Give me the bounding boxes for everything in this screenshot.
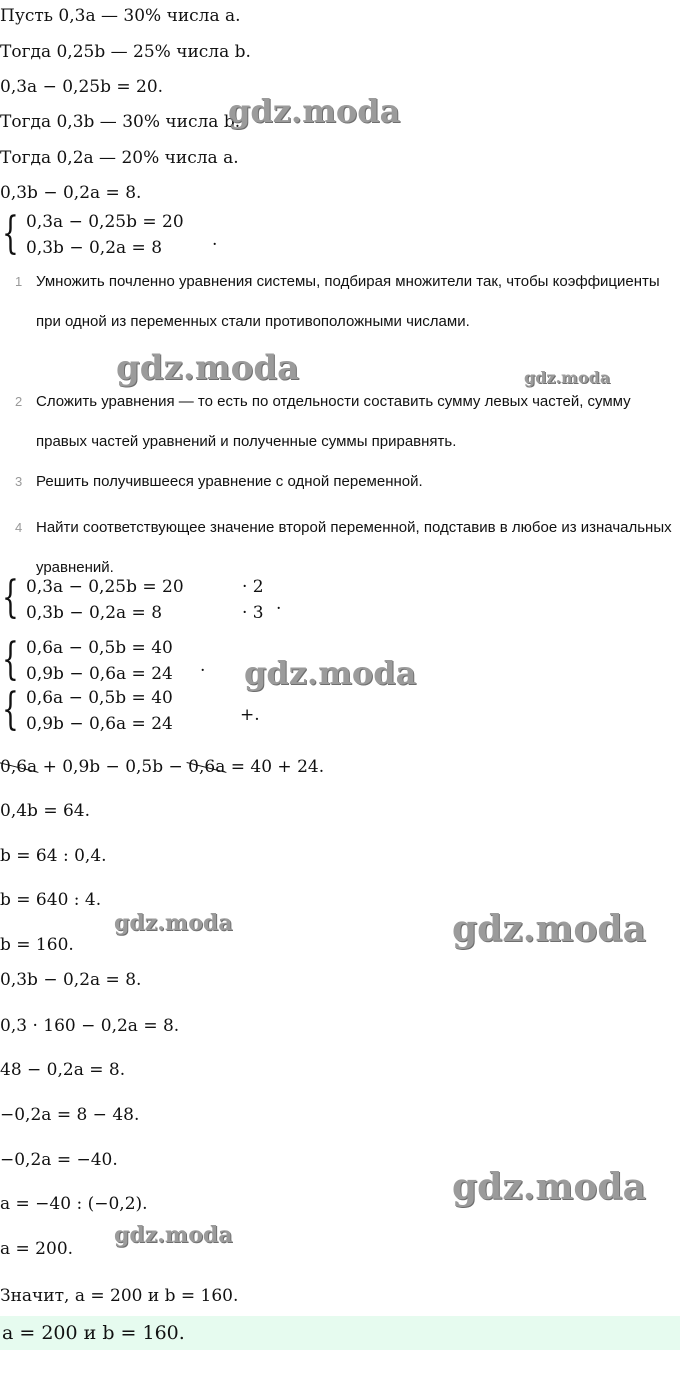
line-2: Тогда 0,25b — 25% числа b. [0, 42, 251, 62]
multiplier: · 3 [242, 603, 264, 623]
step-text: Найти соответствующее значение второй переменной, подставив в любое из изначальных уравнений. [36, 519, 672, 576]
line-4: Тогда 0,3b — 30% числа b. [0, 112, 241, 132]
struck-term: 0,6a [0, 757, 38, 777]
brace: { [2, 634, 19, 685]
system-row: 0,6a − 0,5b = 40 [26, 688, 173, 708]
brace: { [2, 208, 19, 259]
sum-middle: + 0,9b − 0,5b − [37, 757, 189, 777]
watermark: gdz.moda [114, 910, 233, 936]
step-text: Сложить уравнения — то есть по отдельности составить сумму левых частей, сумму правых частей уравнений и полученные суммы приравнять. [36, 393, 631, 450]
answer-box [0, 1316, 680, 1350]
answer-text: a = 200 и b = 160. [2, 1322, 185, 1344]
system-row: 0,6a − 0,5b = 40 [26, 638, 173, 658]
line-6: 0,3b − 0,2a = 8. [0, 183, 142, 203]
solve-line: 0,3 · 160 − 0,2a = 8. [0, 1016, 180, 1036]
step-number: 3 [15, 474, 23, 489]
solve-line: −0,2a = −40. [0, 1150, 118, 1170]
solve-line: b = 640 : 4. [0, 890, 102, 910]
system-tail: . [212, 230, 218, 250]
solve-line: 48 − 0,2a = 8. [0, 1060, 126, 1080]
watermark: gdz.moda [228, 92, 401, 130]
solve-line: −0,2a = 8 − 48. [0, 1105, 140, 1125]
watermark: gdz.moda [244, 654, 417, 692]
sum-line [0, 757, 324, 777]
conclusion-line: Значит, a = 200 и b = 160. [0, 1286, 239, 1306]
system-row: 0,3a − 0,25b = 20 [26, 577, 184, 597]
solve-line: 0,4b = 64. [0, 801, 91, 821]
solve-line: a = 200. [0, 1239, 74, 1259]
step-number: 1 [15, 274, 23, 289]
watermark: gdz.moda [116, 348, 300, 388]
step-text: Умножить почленно уравнения системы, подбирая множители так, чтобы коэффициенты при одной из переменных стали противоположными числами. [36, 273, 660, 330]
system-row: 0,3b − 0,2a = 8 [26, 238, 163, 258]
watermark: gdz.moda [452, 1166, 646, 1208]
operation-sign: +. [240, 705, 260, 725]
system-row: 0,3b − 0,2a = 8 [26, 603, 163, 623]
step-text: Решить получившееся уравнение с одной переменной. [36, 473, 423, 490]
solve-line: b = 64 : 0,4. [0, 846, 107, 866]
watermark: gdz.moda [114, 1222, 233, 1248]
system-row: 0,9b − 0,6a = 24 [26, 664, 173, 684]
line-5: Тогда 0,2a — 20% числа a. [0, 148, 239, 168]
solve-line: a = −40 : (−0,2). [0, 1194, 148, 1214]
line-1: Пусть 0,3a — 30% числа a. [0, 6, 241, 26]
system-tail: . [276, 594, 282, 614]
solve-line: 0,3b − 0,2a = 8. [0, 970, 142, 990]
brace: { [2, 684, 19, 735]
struck-term: 0,6a [188, 757, 226, 777]
brace: { [2, 572, 19, 623]
solve-line: b = 160. [0, 935, 74, 955]
system-row: 0,3a − 0,25b = 20 [26, 212, 184, 232]
step-number: 2 [15, 394, 23, 409]
watermark: gdz.moda [452, 908, 646, 950]
system-row: 0,9b − 0,6a = 24 [26, 714, 173, 734]
sum-end: = 40 + 24. [225, 757, 325, 777]
step-number: 4 [15, 520, 23, 535]
watermark: gdz.moda [524, 368, 611, 387]
system-tail: . [200, 656, 206, 676]
line-3: 0,3a − 0,25b = 20. [0, 77, 164, 97]
multiplier: · 2 [242, 577, 264, 597]
